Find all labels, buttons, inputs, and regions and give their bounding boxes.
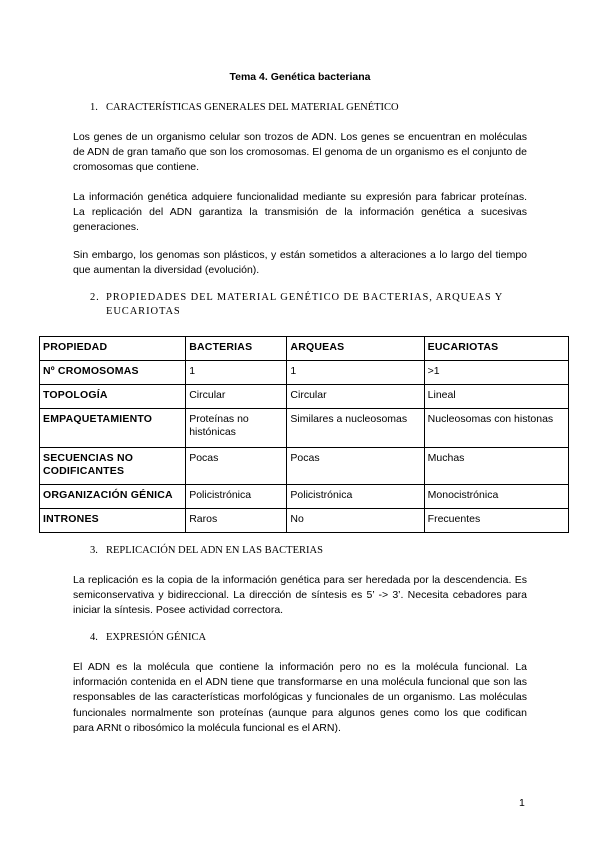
table-cell: Policistrónica — [186, 485, 287, 509]
table-cell: 1 — [287, 361, 424, 385]
table-cell: Monocistrónica — [424, 485, 568, 509]
table-row — [40, 448, 569, 485]
table-cell: Pocas — [186, 448, 287, 485]
paragraph-expression: El ADN es la molécula que contiene la información pero no es la molécula funcional. La información contenida en el ADN tiene que transformarse en una molécula funcional que son las responsables de las características morfológicas y funcionales de un organismo. Las moléculas funcionales normalmente son proteínas (aunque para algunos genes como los que codifican para ARNt o ribosómico la molécula funcional es el ARN). — [73, 661, 527, 734]
table-cell-property: Nº CROMOSOMAS — [40, 361, 186, 385]
document-title: Tema 4. Genética bacteriana — [229, 71, 371, 83]
table-row — [40, 385, 569, 409]
table-header-cell: BACTERIAS — [186, 337, 287, 361]
paragraph-information: La información genética adquiere funcionalidad mediante su expresión para fabricar proteínas. La replicación del ADN garantiza la transmisión de la información genética a sucesivas generaciones. — [73, 191, 527, 234]
table-cell-property: SECUENCIAS NO CODIFICANTES — [40, 448, 186, 485]
table-row — [40, 485, 569, 509]
section-title: REPLICACIÓN DEL ADN EN LAS BACTERIAS — [106, 545, 323, 556]
table-cell: >1 — [424, 361, 568, 385]
table-cell: Circular — [287, 385, 424, 409]
section-heading-4 — [90, 631, 206, 645]
table-header-row — [40, 337, 569, 361]
table-cell: Frecuentes — [424, 509, 568, 533]
section-heading-1 — [90, 101, 399, 115]
section-number: 2. — [90, 292, 100, 303]
section-heading-3 — [90, 544, 323, 558]
table-cell: Proteínas no histónicas — [186, 409, 287, 448]
table-cell: 1 — [186, 361, 287, 385]
section-number: 3. — [90, 545, 98, 556]
table-cell: Pocas — [287, 448, 424, 485]
table-cell: No — [287, 509, 424, 533]
table-header-cell: EUCARIOTAS — [424, 337, 568, 361]
properties-table — [39, 336, 569, 533]
table-cell: Lineal — [424, 385, 568, 409]
section-heading-2 — [90, 291, 540, 319]
table-cell-property: INTRONES — [40, 509, 186, 533]
paragraph-plasticity: Sin embargo, los genomas son plásticos, y están sometidos a alteraciones a lo largo del tiempo que aumentan la diversidad (evolución). — [73, 249, 527, 277]
page-number: 1 — [519, 797, 525, 809]
table-cell: Raros — [186, 509, 287, 533]
table-cell: Muchas — [424, 448, 568, 485]
table-header-cell: ARQUEAS — [287, 337, 424, 361]
table-cell-property: ORGANIZACIÓN GÉNICA — [40, 485, 186, 509]
table-row — [40, 409, 569, 448]
section-title-line1: PROPIEDADES DEL MATERIAL GENÉTICO DE BACTERIAS, ARQUEAS Y — [106, 292, 504, 303]
section-title: CARACTERÍSTICAS GENERALES DEL MATERIAL GENÉTICO — [106, 102, 399, 113]
table-cell-property: EMPAQUETAMIENTO — [40, 409, 186, 448]
paragraph-genes: Los genes de un organismo celular son trozos de ADN. Los genes se encuentran en moléculas de ADN de gran tamaño que son los cromosomas. El genoma de un organismo es el conjunto de cromosomas que contiene. — [73, 131, 527, 174]
table-row — [40, 509, 569, 533]
table-row — [40, 361, 569, 385]
paragraph-replication: La replicación es la copia de la información genética para ser heredada por la descendencia. Es semiconservativa y bidireccional. La dirección de síntesis es 5’ -> 3’. Necesita cebadores para iniciar la síntesis. Posee actividad correctora. — [73, 574, 527, 617]
section-number: 1. — [90, 102, 98, 113]
table-header-cell: PROPIEDAD — [40, 337, 186, 361]
section-number: 4. — [90, 632, 98, 643]
table-cell: Nucleosomas con histonas — [424, 409, 568, 448]
section-title-line2: EUCARIOTAS — [106, 306, 181, 317]
section-title: EXPRESIÓN GÉNICA — [106, 632, 207, 643]
table-cell: Policistrónica — [287, 485, 424, 509]
table-cell-property: TOPOLOGÍA — [40, 385, 186, 409]
table-cell: Similares a nucleosomas — [287, 409, 424, 448]
table-cell: Circular — [186, 385, 287, 409]
